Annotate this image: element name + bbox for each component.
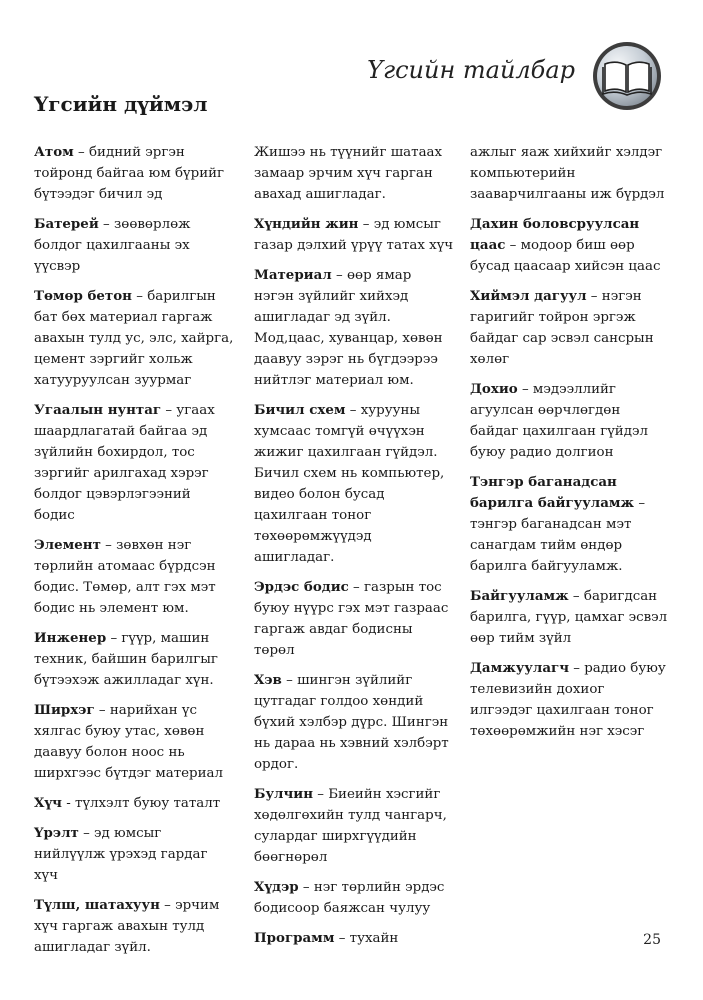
glossary-definition: шингэн зүйлийг цутгадаг голдоо хөндий бүхий хэлбэр дүрс. Шингэн нь дараа нь хэвний хэлбэрт ордог.: [254, 673, 449, 772]
term-separator: –: [298, 880, 314, 895]
term-separator: –: [73, 145, 89, 160]
glossary-definition: гүүр, машин техник, байшин барилгыг бүтээхэж ажилладаг хүн.: [34, 631, 218, 688]
term-separator: –: [159, 898, 176, 913]
term-separator: –: [281, 673, 298, 688]
glossary-definition: барилгын бат бөх материал гаргаж авахын тулд ус, элс, хайрга, цемент зэргийг хольж хатууруулсан зуурмаг: [34, 289, 234, 388]
glossary-entry: [34, 895, 234, 958]
glossary-column-1: [34, 142, 234, 967]
glossary-definition: зөөвөрлөж болдог цахилгааны эх үүсвэр: [34, 217, 191, 274]
glossary-entry: [470, 142, 670, 205]
glossary-definition: нэг төрлийн эрдэс бодисоор баяжсан чулуу: [254, 880, 445, 916]
glossary-entry: [254, 400, 454, 568]
glossary-definition: тухайн: [349, 931, 399, 946]
glossary-entry: [254, 265, 454, 391]
term-separator: –: [345, 403, 361, 418]
glossary-term: Программ: [254, 930, 335, 946]
glossary-entry: [34, 823, 234, 886]
term-separator: –: [161, 403, 177, 418]
glossary-entry: [254, 784, 454, 868]
glossary-definition: түлхэлт буюу таталт: [75, 796, 221, 811]
glossary-term: Эрдэс бодис: [254, 579, 349, 595]
term-separator: –: [505, 238, 521, 253]
glossary-definition: эрчим хүч гаргаж авахын тулд ашигладаг зүйл.: [34, 898, 220, 955]
glossary-entry: [470, 379, 670, 463]
glossary-definition: модоор биш өөр бусад цаасаар хийсэн цаас: [470, 238, 661, 274]
term-separator: –: [106, 631, 122, 646]
term-separator: -: [61, 796, 76, 811]
term-separator: –: [334, 931, 350, 946]
glossary-entry: [470, 586, 670, 649]
glossary-term: Хэв: [254, 672, 282, 688]
term-separator: –: [100, 538, 117, 553]
glossary-entry: [470, 472, 670, 577]
glossary-term: Хүндийн жин: [254, 216, 359, 232]
glossary-definition: бидний эргэн тойронд байгаа юм бүрийг бүтээдэг бичил эд: [34, 145, 225, 202]
term-separator: –: [348, 580, 364, 595]
glossary-entry: [34, 700, 234, 784]
term-separator: –: [568, 589, 584, 604]
term-separator: –: [331, 268, 347, 283]
term-separator: –: [78, 826, 95, 841]
glossary-entry: [254, 577, 454, 661]
glossary-definition: баригдсан барилга, гүүр, цамхаг эсвэл өөр тийм зүйл: [470, 589, 668, 646]
glossary-term: Хүч: [34, 795, 62, 811]
glossary-definition: тэнгэр баганадсан мэт санагдам тийм өндөр барилга байгууламж.: [470, 517, 632, 574]
glossary-definition: зөвхөн нэг төрлийн атомаас бүрдсэн бодис. Төмөр, алт гэх мэт бодис нь элемент юм.: [34, 538, 216, 616]
glossary-entry: [470, 214, 670, 277]
glossary-definition: ажлыг яаж хийхийг хэлдэг компьютерийн зааварчилгааны иж бүрдэл: [470, 145, 665, 202]
glossary-term: Байгууламж: [470, 588, 569, 604]
glossary-term: Тэнгэр баганадсан барилга байгууламж: [470, 474, 635, 511]
glossary-column-3: [470, 142, 670, 751]
page-title: Үгсийн дүймэл: [34, 92, 208, 116]
glossary-term: Бичил схем: [254, 402, 346, 418]
term-separator: –: [131, 289, 148, 304]
term-separator: –: [634, 496, 646, 511]
term-separator: –: [569, 661, 585, 676]
glossary-entry: [34, 535, 234, 619]
glossary-definition: Биеийн хэсгийг хөдөлгөхийн тулд чангарч, сулардаг ширхгүүдийн бөөгнөрөл: [254, 787, 447, 865]
open-book-icon: [591, 40, 663, 112]
term-separator: –: [358, 217, 374, 232]
glossary-term: Түлш, шатахуун: [34, 897, 160, 913]
glossary-entry: [34, 142, 234, 205]
glossary-definition: радио буюу телевизийн дохиог илгээдэг цахилгаан тоног төхөөрөмжийн нэг хэсэг: [470, 661, 666, 739]
glossary-definition: эд юмсыг нийлүүлж үрэхэд гардаг хүч: [34, 826, 208, 883]
glossary-term: Атом: [34, 144, 74, 160]
glossary-term: Хиймэл дагуул: [470, 288, 587, 304]
glossary-definition: Жишээ нь түүнийг шатаах замаар эрчим хүч гарган авахад ашигладаг.: [254, 145, 443, 202]
term-separator: –: [517, 382, 533, 397]
glossary-entry: [254, 670, 454, 775]
glossary-entry: [254, 142, 454, 205]
glossary-term: Дамжуулагч: [470, 660, 570, 676]
glossary-entry: [470, 286, 670, 370]
term-separator: –: [94, 703, 110, 718]
glossary-entry: [254, 877, 454, 919]
glossary-term: Дохио: [470, 381, 518, 397]
glossary-term: Батерей: [34, 216, 99, 232]
glossary-definition: угаах шаардлагатай байгаа эд зүйлийн бохирдол, тос зэргийг арилгахад хэрэг болдог цэвэрлэгээний бодис: [34, 403, 215, 523]
glossary-definition: өөр ямар нэгэн зүйлийг хийхэд ашигладаг эд зүйл. Мод,цаас, хуванцар, хөвөн даавуу зэрэг нь бүгдээрээ нийтлэг материал юм.: [254, 268, 443, 388]
header-section-title: Үгсийн тайлбар: [367, 56, 575, 84]
glossary-definition: нэгэн гаригийг тойрон эргэж байдаг сар эсвэл сансрын хөлөг: [470, 289, 654, 367]
glossary-entry: [470, 658, 670, 742]
glossary-entry: [34, 214, 234, 277]
glossary-entry: [34, 628, 234, 691]
glossary-entry: [34, 286, 234, 391]
glossary-column-2: [254, 142, 454, 958]
glossary-term: Төмөр бетон: [34, 288, 132, 304]
glossary-term: Ширхэг: [34, 702, 95, 718]
term-separator: –: [313, 787, 329, 802]
glossary-term: Инженер: [34, 630, 107, 646]
glossary-term: Материал: [254, 267, 332, 283]
glossary-term: Элемент: [34, 537, 101, 553]
glossary-entry: [254, 928, 454, 949]
glossary-entry: [254, 214, 454, 256]
glossary-entry: [34, 793, 234, 814]
glossary-term: Үрэлт: [34, 825, 79, 841]
glossary-definition: мэдээллийг агуулсан өөрчлөгдөн байдаг цахилгаан гүйдэл буюу радио долгион: [470, 382, 648, 460]
term-separator: –: [586, 289, 602, 304]
glossary-entry: [34, 400, 234, 526]
glossary-definition: хурууны хумсаас томгүй өчүүхэн жижиг цахилгаан гүйдэл. Бичил схем нь компьютер, видео болон бусад цахилгаан тоног төхөөрөмжүүдэд ашигладаг.: [254, 403, 445, 565]
glossary-term: Дахин боловсруулсан цаас: [470, 216, 640, 253]
glossary-term: Хүдэр: [254, 879, 299, 895]
glossary-term: Угаалын нунтаг: [34, 402, 162, 418]
glossary-definition: нарийхан үс хялгас буюу утас, хөвөн даавуу болон ноос нь ширхгээс бүтдэг материал: [34, 703, 224, 781]
glossary-term: Булчин: [254, 786, 313, 802]
glossary-definition: эд юмсыг газар дэлхий үрүү татах хүч: [254, 217, 454, 253]
term-separator: –: [98, 217, 114, 232]
glossary-definition: газрын тос буюу нүүрс гэх мэт газраас гаргаж авдаг бодисны төрөл: [254, 580, 449, 658]
page-number: 25: [643, 932, 661, 948]
